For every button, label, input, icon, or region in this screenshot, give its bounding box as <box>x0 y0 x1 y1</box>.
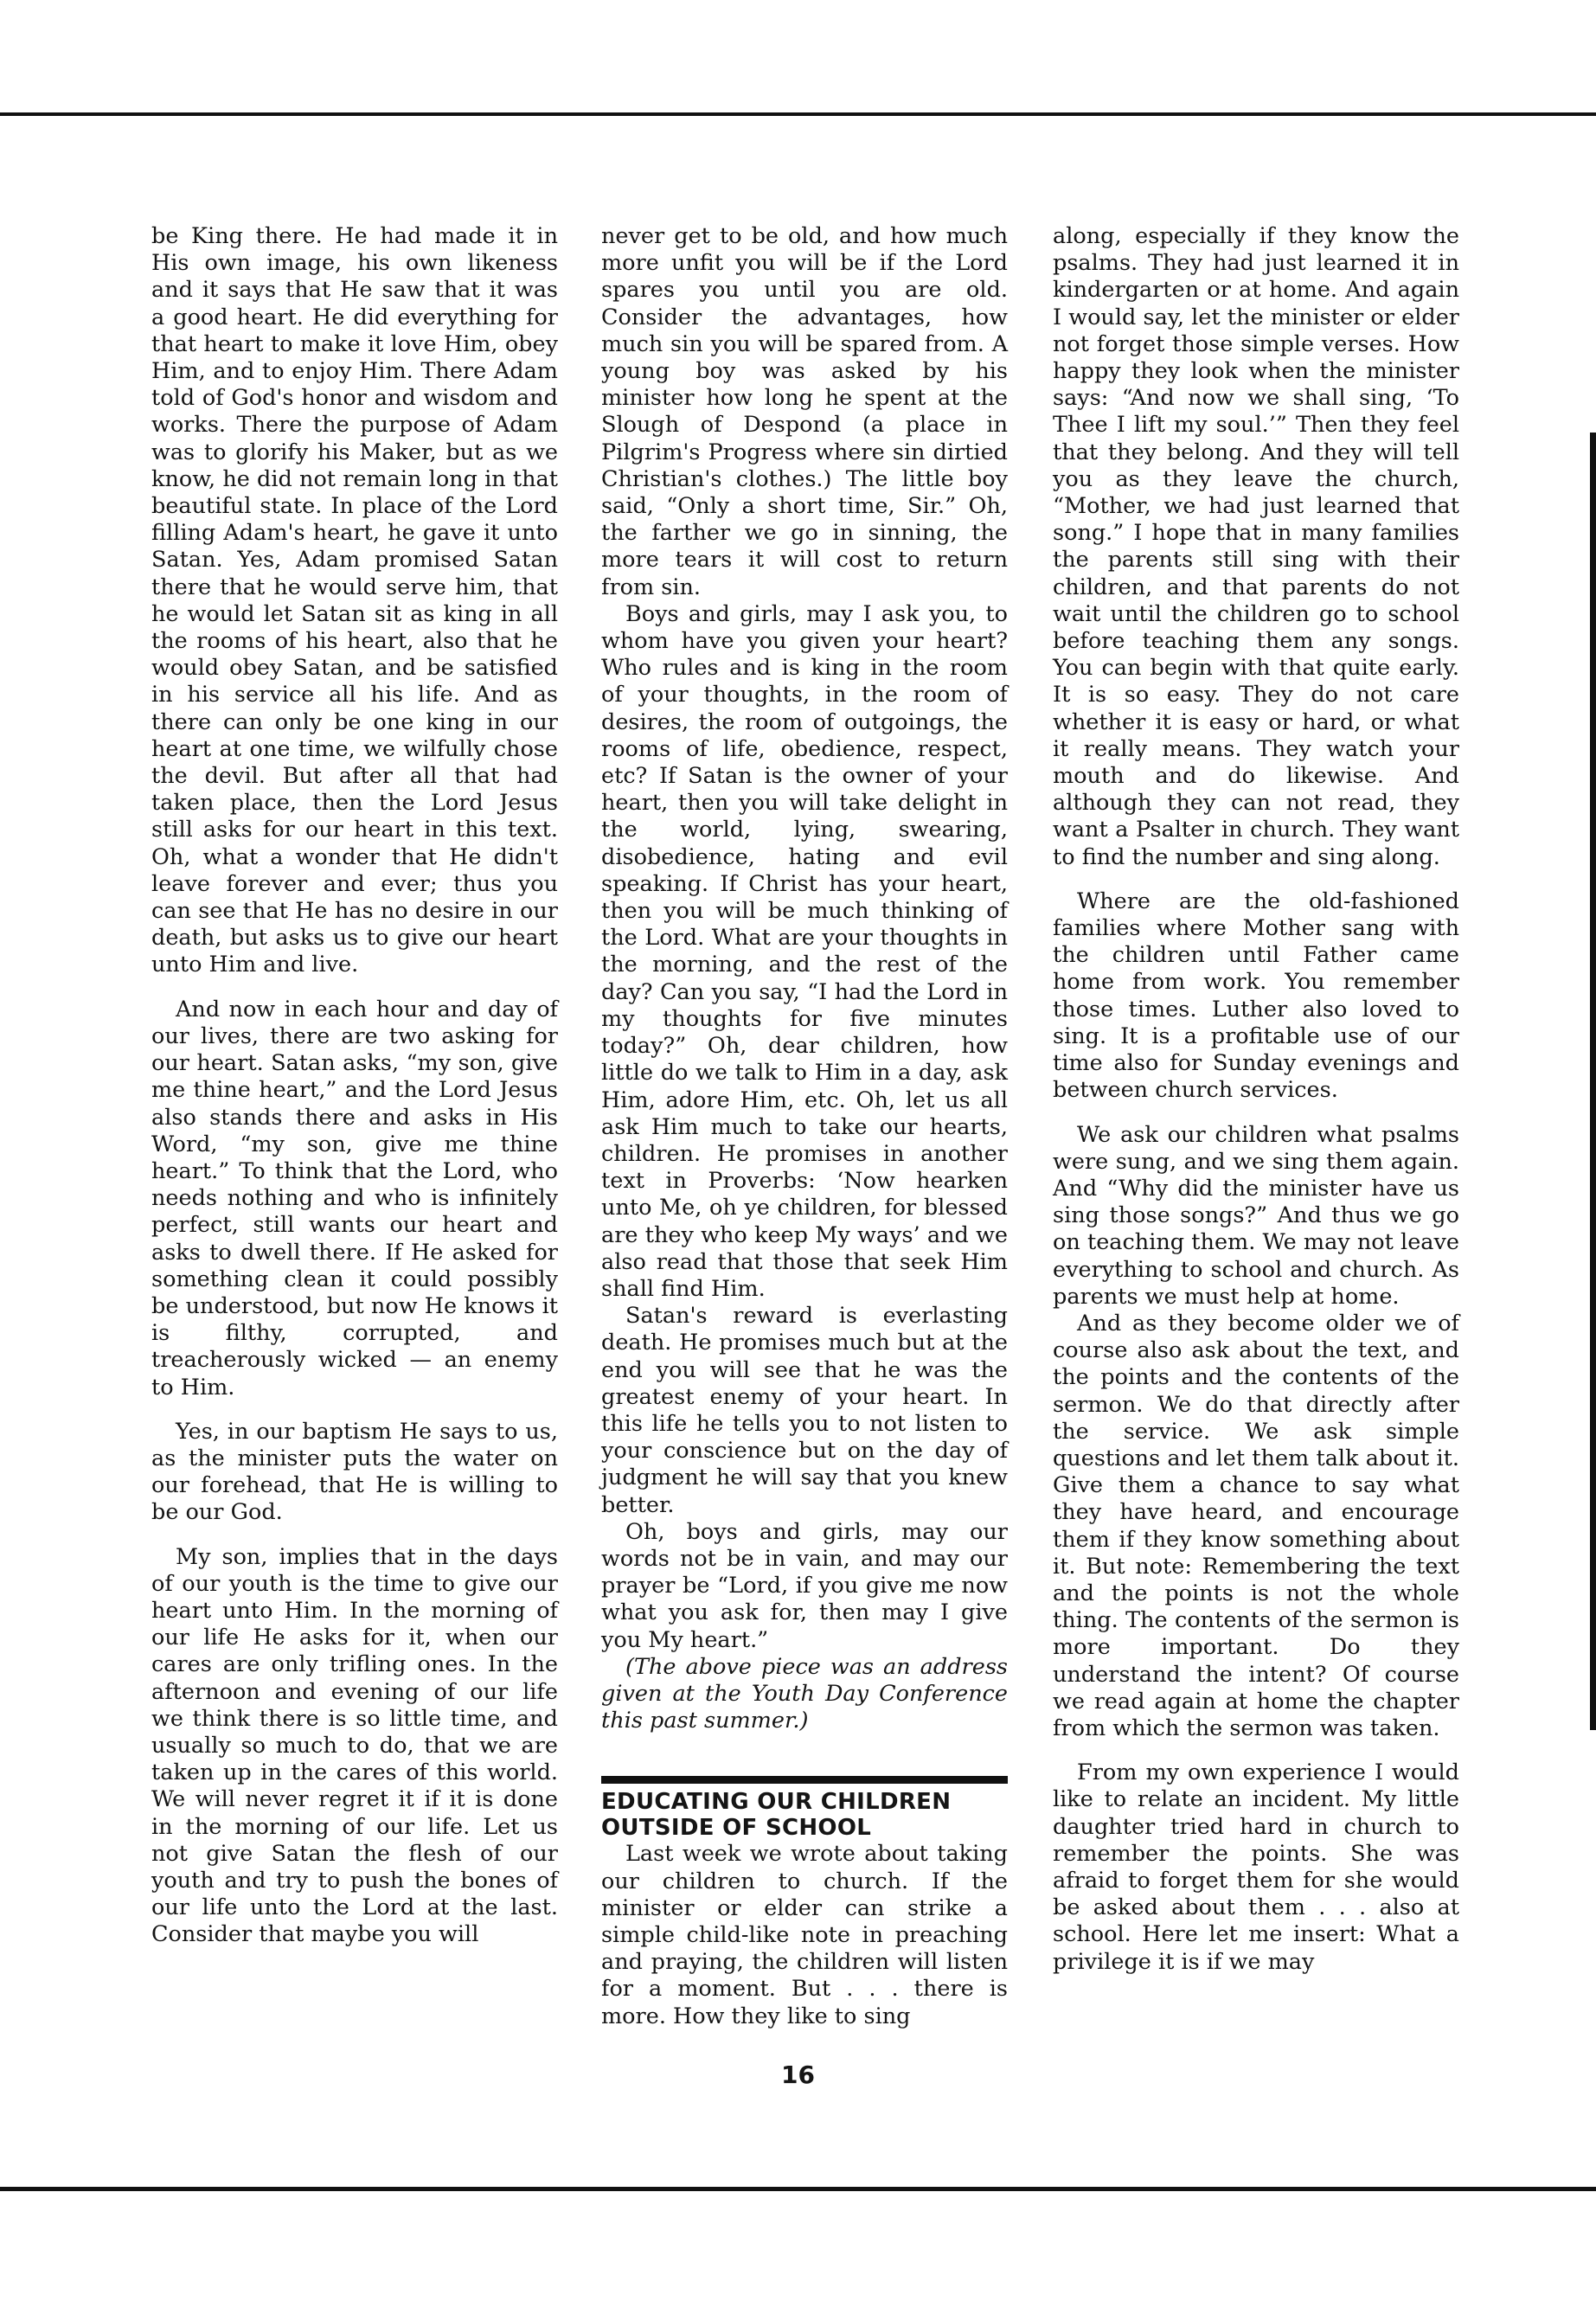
article-heading: EDUCATING OUR CHILDREN OUTSIDE OF SCHOOL <box>601 1789 952 1842</box>
bottom-rule <box>0 2187 1596 2191</box>
paragraph: Boys and girls, may I ask you, to whom have you given your heart? Who rules and is king in the room of your thoughts, in the room of desires, the room of outgoings, the rooms of life, obedience, respect, etc? If Satan is the owner of your heart, then you will take delight in the world, lying, swearing, disobedience, hating and evil speaking. If Christ has your heart, then you will be much thinking of the Lord. What are your thoughts in the morning, and the rest of the day? Can you say, “I had the Lord in my thoughts for five minutes today?” Oh, dear children, how little do we talk to Him in a day, ask Him, adore Him, etc. Oh, let us all ask Him much to take our hearts, children. He promises in another text in Proverbs: ‘Now hearken unto Me, oh ye children, for blessed are they who keep My ways’ and we also read that those that seek Him shall find Him. <box>601 600 1008 1302</box>
paragraph: Yes, in our baptism He says to us, as the minister puts the water on our forehead, that He is willing to be our God. <box>151 1418 558 1526</box>
top-rule <box>0 112 1596 116</box>
paragraph: Satan's reward is everlasting death. He promises much but at the end you will see that he was the greatest enemy of your heart. In this life he tells you to not listen to your conscience but on the day of judgment he will say that you knew better. <box>601 1303 1008 1518</box>
paragraph: Where are the old-fashioned families where Mother sang with the children until Father came home from work. You remember those times. Luther also loved to sing. It is a profitable use of our time also for Sunday evenings and between church services. <box>1053 888 1459 1104</box>
paragraph: along, especially if they know the psalms. They had just learned it in kindergarten or at home. And again I would say, let the minister or elder not forget those simple verses. How happy they look when the minister says: “And now we shall sing, ‘To Thee I lift my soul.’” Then they feel that they belong. And they will tell you as they leave the church, “Mother, we had just learned that song.” I hope that in many families the parents still sing with their children, and that parents do not wait until the children go to school before teaching them any songs. You can begin with that quite early. It is so easy. They do not care whether it is easy or hard, or what it really means. They watch your mouth and do likewise. And although they can not read, they want a Psalter in church. They want to find the number and sing along. <box>1053 223 1459 870</box>
paragraph: My son, implies that in the days of our youth is the time to give our heart unto Him. In the morning of our life He asks for it, when our cares are only trifling ones. In the afternoon and evening of our life we think there is so little time, and usually so much to do, that we are taken up in the cares of this world. We will never regret it if it is done in the morning of our life. Let us not give Satan the flesh of our youth and try to push the bones of our life unto the Lord at the last. Consider that maybe you will <box>151 1543 558 1948</box>
column-1 <box>151 223 558 1949</box>
scan-edge <box>1590 433 1596 1730</box>
paragraph: never get to be old, and how much more unfit you will be if the Lord spares you until you are old. Consider the advantages, how much sin you will be spared from. A young boy was asked by his minister how long he spent at the Slough of Despond (a place in Pilgrim's Progress where sin dirtied Christian's clothes.) The little boy said, “Only a short time, Sir.” Oh, the farther we go in sinning, the more tears it will cost to return from sin. <box>601 223 1008 600</box>
paragraph: And as they become older we of course also ask about the text, and the points and the contents of the sermon. We do that directly after the service. We ask simple questions and let them talk about it. Give them a chance to say what they have heard, and encourage them if they know something about it. But note: Remembering the text and the points is not the whole thing. The contents of the sermon is more important. Do they understand the intent? Of course we read again at home the chapter from which the sermon was taken. <box>1053 1310 1459 1741</box>
column-2 <box>601 223 1008 2030</box>
paragraph: And now in each hour and day of our lives, there are two asking for our heart. Satan asks, “my son, give me thine heart,” and the Lord Jesus also stands there and asks in His Word, “my son, give me thine heart.” To think that the Lord, who needs nothing and who is infinitely perfect, still wants our heart and asks to dwell there. If He asked for something clean it could possibly be understood, but now He knows it is filthy, corrupted, and treacherously wicked — an enemy to Him. <box>151 996 558 1400</box>
paragraph: We ask our children what psalms were sung, and we sing them again. And “Why did the minister have us sing those songs?” And thus we go on teaching them. We may not leave everything to school and church. As parents we must help at home. <box>1053 1121 1459 1310</box>
paragraph: Last week we wrote about taking our children to church. If the minister or elder can strike a simple child-like note in preaching and praying, the children will listen for a moment. But . . . there is more. How they like to sing <box>601 1841 1008 2029</box>
section-divider <box>601 1776 1008 1784</box>
paragraph: From my own experience I would like to relate an incident. My little daughter tried hard in church to remember the points. She was afraid to forget them for she would be asked about them . . . also at school. Here let me insert: What a privilege it is if we may <box>1053 1759 1459 1975</box>
editor-note: (The above piece was an address given at the Youth Day Conference this past summer.) <box>601 1653 1008 1734</box>
paragraph: Oh, boys and girls, may our words not be in vain, and may our prayer be “Lord, if you give me now what you ask for, then may I give you My heart.” <box>601 1518 1008 1653</box>
column-3 <box>1053 223 1459 1976</box>
page-number: 16 <box>781 2061 815 2089</box>
paragraph: be King there. He had made it in His own image, his own likeness and it says that He saw that it was a good heart. He did everything for that heart to make it love Him, obey Him, and to enjoy Him. There Adam told of God's honor and wisdom and works. There the purpose of Adam was to glorify his Maker, but as we know, he did not remain long in that beautiful state. In place of the Lord filling Adam's heart, he gave it unto Satan. Yes, Adam promised Satan there that he would serve him, that he would let Satan sit as king in all the rooms of his heart, also that he would obey Satan, and be satisfied in his service all his life. And as there can only be one king in our heart at one time, we wilfully chose the devil. But after all that had taken place, then the Lord Jesus still asks for our heart in this text. Oh, what a wonder that He didn't leave forever and ever; thus you can see that He has no desire in our death, but asks us to give our heart unto Him and live. <box>151 223 558 978</box>
